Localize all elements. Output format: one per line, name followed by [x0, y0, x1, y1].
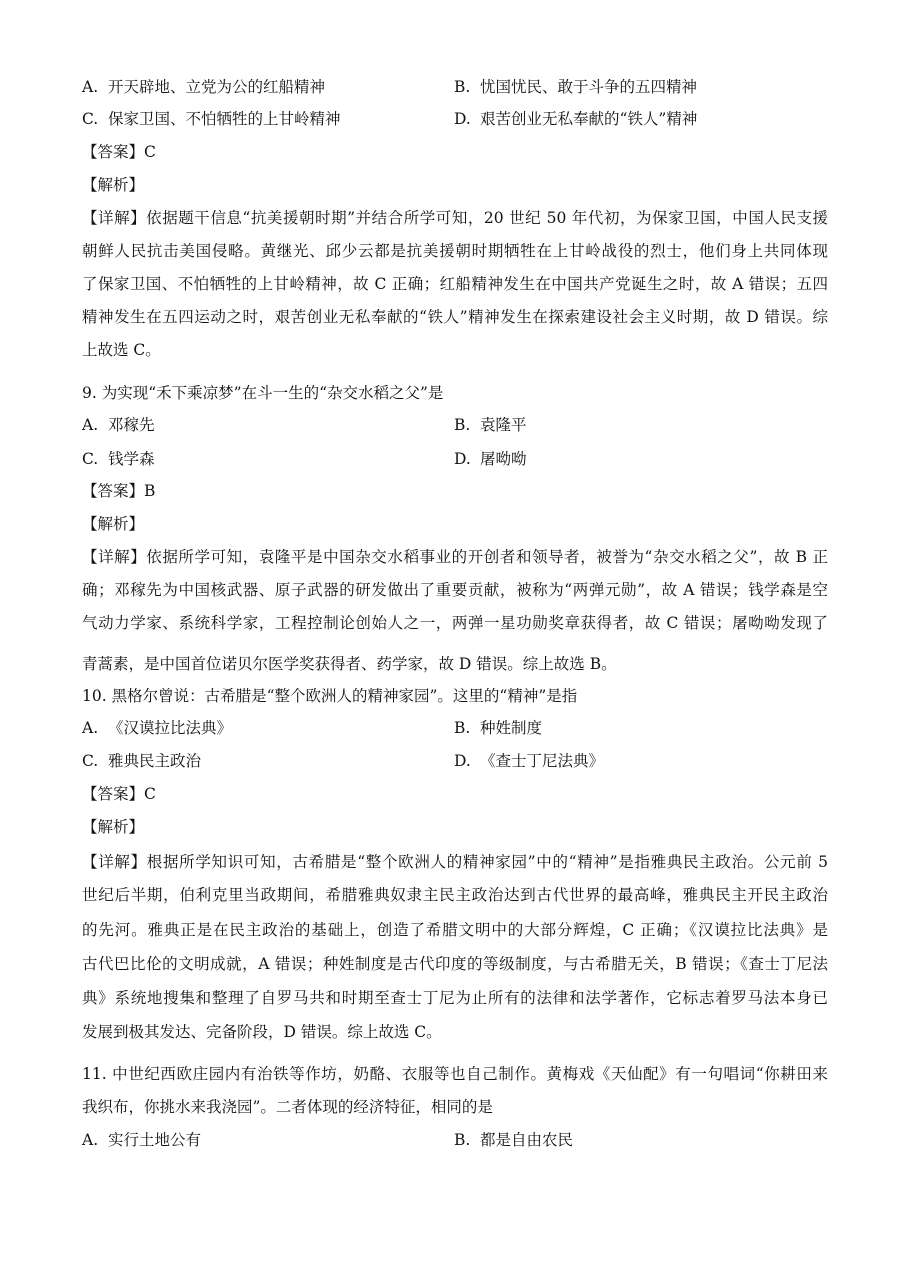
option-letter: B. [454, 416, 471, 434]
q8-detail-line: 【详解】依据题干信息“抗美援朝时期”并结合所学可知，20 世纪 50 年代初，为保家卫国，中国人民支援 [82, 209, 828, 227]
q9-option-d [454, 449, 527, 469]
q10-detail-line: 【详解】根据所学知识可知，古希腊是“整个欧洲人的精神家园”中的“精神”是指雅典民主政治。公元前 5 [82, 853, 828, 871]
q8-option-d [454, 109, 697, 129]
option-letter: C. [82, 450, 99, 468]
option-text: 实行土地公有 [108, 1131, 202, 1149]
q9-answer: 【答案】B [82, 482, 156, 500]
option-letter: A. [82, 719, 99, 737]
q8-detail-line: 朝鲜人民抗击美国侵略。黄继光、邱少云都是抗美援朝时期牺牲在上甘岭战役的烈士，他们身上共同体现 [82, 242, 828, 260]
q10-detail-line: 古代巴比伦的文明成就，A 错误；种姓制度是古代印度的等级制度，与古希腊无关，B 错误；《查士丁尼法 [82, 955, 828, 973]
option-letter: B. [454, 1131, 471, 1149]
option-text: 屠呦呦 [480, 450, 527, 468]
q11-stem-line: 11. 中世纪西欧庄园内有治铁等作坊，奶酪、衣服等也自己制作。黄梅戏《天仙配》有一句唱词“你耕田来 [82, 1065, 828, 1083]
option-letter: D. [454, 450, 471, 468]
q10-stem: 10. 黑格尔曾说：古希腊是“整个欧洲人的精神家园”。这里的“精神”是指 [82, 687, 578, 705]
q10-detail-line: 世纪后半期，伯利克里当政期间，希腊雅典奴隶主民主政治达到古代世界的最高峰，雅典民主开民主政治 [82, 886, 828, 904]
option-text: 邓稼先 [108, 416, 155, 434]
option-letter: B. [454, 78, 471, 96]
option-text: 忧国忧民、敢于斗争的五四精神 [480, 78, 698, 96]
q11-option-b [454, 1130, 573, 1150]
option-text: 雅典民主政治 [108, 752, 202, 770]
q9-option-b [454, 415, 527, 435]
q8-option-c [82, 109, 341, 129]
option-text: 保家卫国、不怕牺牲的上甘岭精神 [108, 110, 341, 128]
q11-option-a [82, 1130, 201, 1150]
q9-detail-line: 气动力学家、系统科学家，工程控制论创始人之一，两弹一星功勋奖章获得者，故 C 错误；屠呦呦发现了 [82, 614, 828, 632]
q9-detail-line: 青蒿素，是中国首位诺贝尔医学奖获得者、药学家，故 D 错误。综上故选 B。 [82, 655, 617, 673]
option-letter: A. [82, 1131, 99, 1149]
q8-detail-line: 上故选 C。 [82, 341, 161, 359]
q8-analysis-label: 【解析】 [82, 176, 145, 194]
q8-detail-line: 精神发生在五四运动之时，艰苦创业无私奉献的“铁人”精神发生在探索建设社会主义时期，故 D 错误。综 [82, 308, 828, 326]
option-text: 都是自由农民 [480, 1131, 574, 1149]
q8-option-b [454, 77, 697, 97]
option-text: 钱学森 [108, 450, 155, 468]
q8-answer: 【答案】C [82, 143, 156, 161]
q9-stem: 9. 为实现“禾下乘凉梦”在斗一生的“杂交水稻之父”是 [82, 384, 444, 402]
option-text: 袁隆平 [480, 416, 527, 434]
q8-detail-line: 了保家卫国、不怕牺牲的上甘岭精神，故 C 正确；红船精神发生在中国共产党诞生之时，故 A 错误；五四 [82, 275, 828, 293]
option-letter: C. [82, 752, 99, 770]
q11-stem-line: 我织布，你挑水来我浇园”。二者体现的经济特征，相同的是 [82, 1098, 493, 1116]
q9-option-c [82, 449, 155, 469]
option-letter: D. [454, 752, 471, 770]
q10-option-d [454, 751, 604, 771]
option-text: 种姓制度 [480, 719, 543, 737]
q10-option-b [454, 718, 542, 738]
option-letter: D. [454, 110, 471, 128]
q10-option-a [82, 718, 232, 738]
q9-detail-line: 【详解】依据所学可知，袁隆平是中国杂交水稻事业的开创者和领导者，被誉为“杂交水稻之父”，故 B 正 [82, 548, 828, 566]
q10-analysis-label: 【解析】 [82, 818, 145, 836]
option-text: 《查士丁尼法典》 [480, 752, 605, 770]
q9-analysis-label: 【解析】 [82, 515, 145, 533]
option-letter: C. [82, 110, 99, 128]
option-text: 开天辟地、立党为公的红船精神 [108, 78, 326, 96]
q8-option-a [82, 77, 325, 97]
option-letter: A. [82, 416, 99, 434]
option-letter: A. [82, 78, 99, 96]
option-text: 《汉谟拉比法典》 [108, 719, 233, 737]
q10-answer: 【答案】C [82, 785, 156, 803]
q10-option-c [82, 751, 201, 771]
q9-detail-line: 确；邓稼先为中国核武器、原子武器的研发做出了重要贡献，被称为“两弹元勋”，故 A 错误；钱学森是空 [82, 581, 828, 599]
q10-detail-line: 典》系统地搜集和整理了自罗马共和时期至查士丁尼为止所有的法律和法学著作，它标志着罗马法本身已 [82, 989, 828, 1007]
option-text: 艰苦创业无私奉献的“铁人”精神 [480, 110, 698, 128]
option-letter: B. [454, 719, 471, 737]
q10-detail-line: 发展到极其发达、完备阶段，D 错误。综上故选 C。 [82, 1023, 442, 1041]
q10-detail-line: 的先河。雅典正是在民主政治的基础上，创造了希腊文明中的大部分辉煌，C 正确；《汉谟拉比法典》是 [82, 921, 828, 939]
q9-option-a [82, 415, 155, 435]
